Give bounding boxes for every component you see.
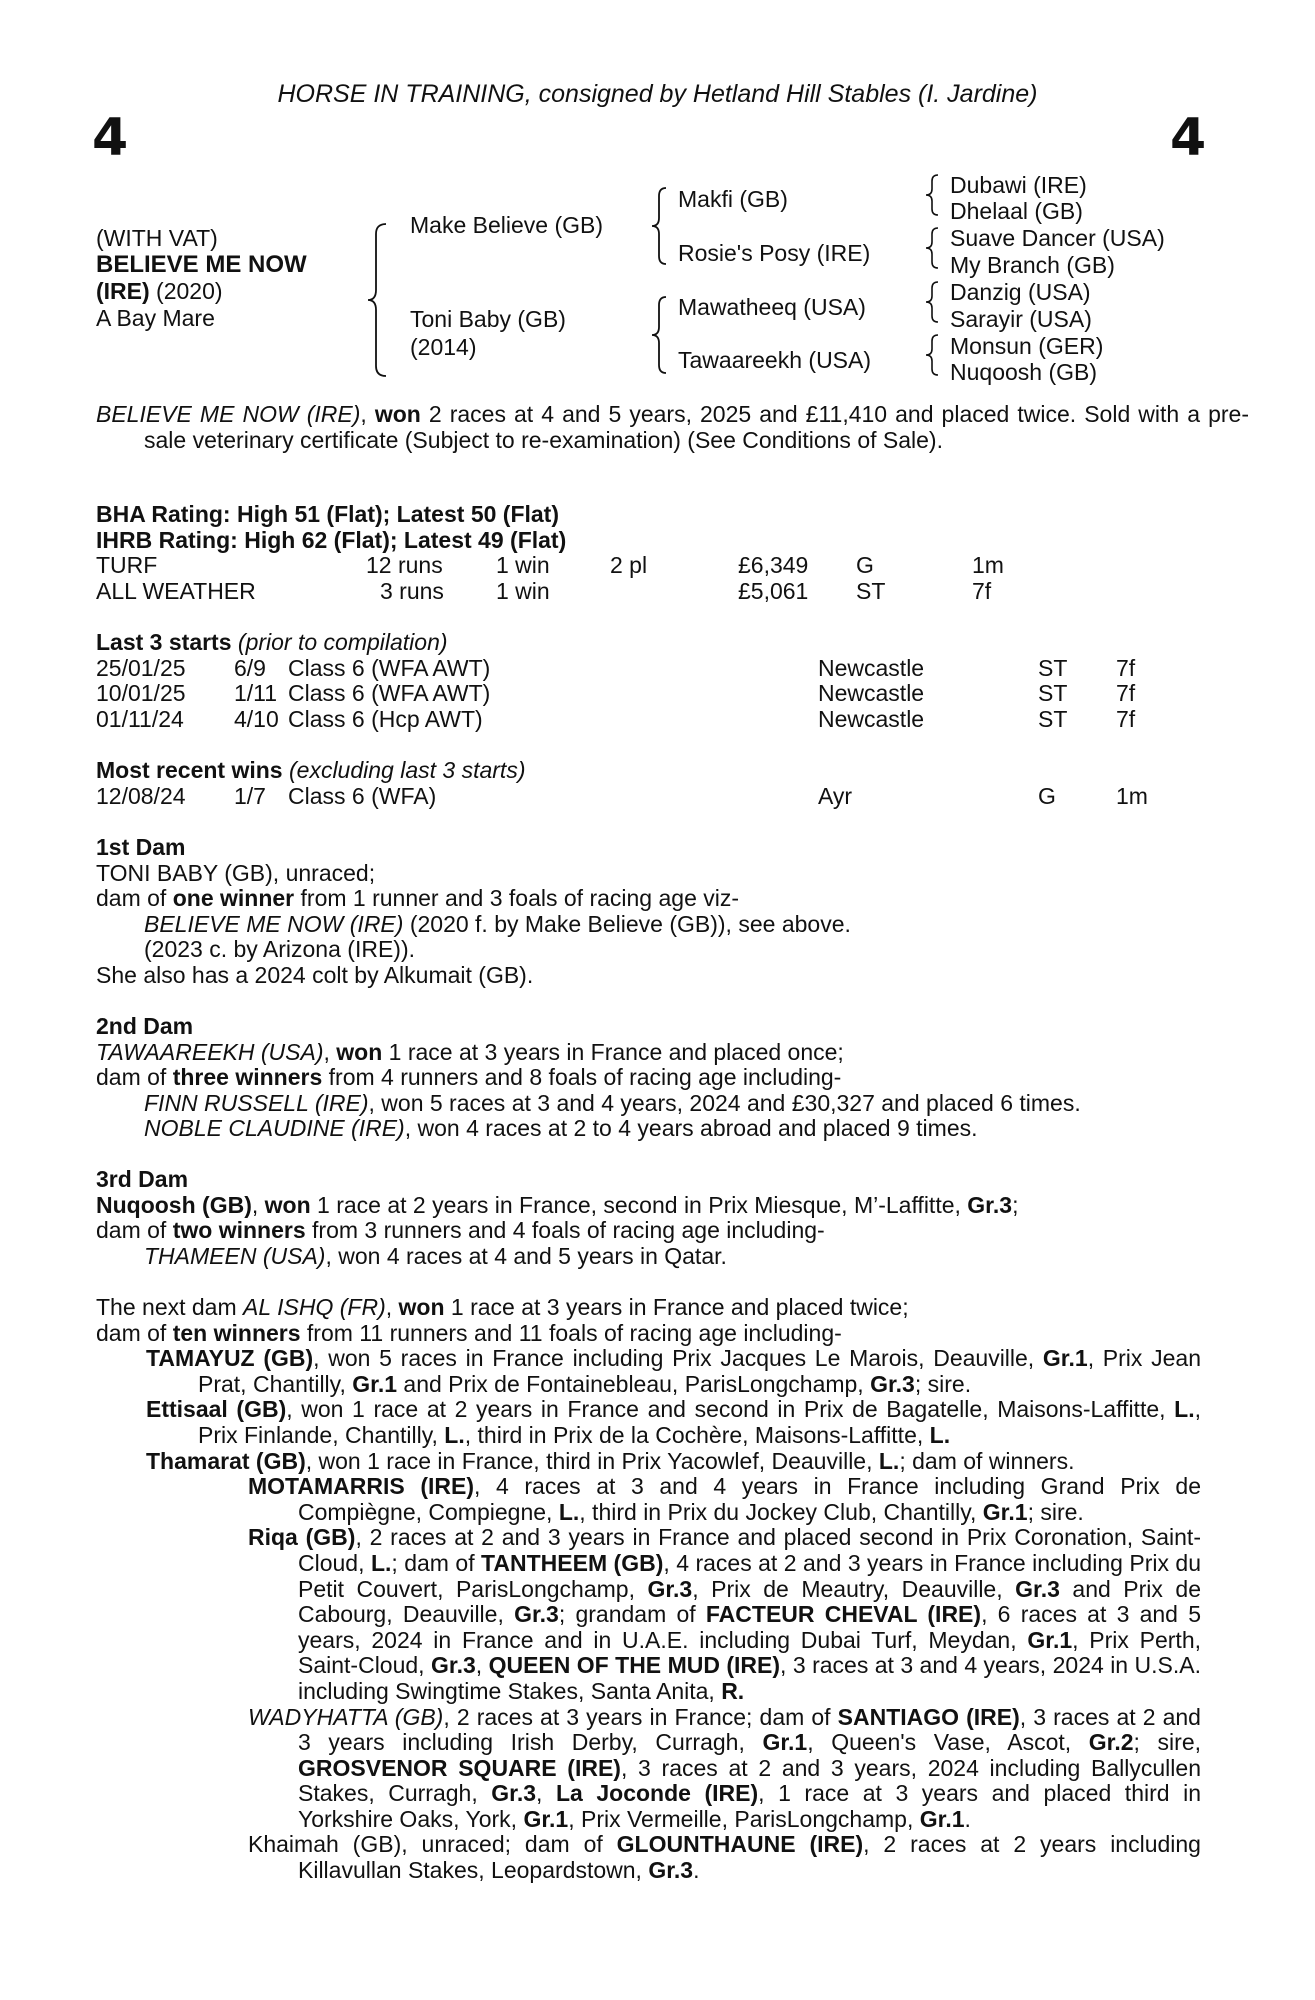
pedigree-sire: Make Believe (GB)	[410, 212, 604, 238]
pedigree-dam: Toni Baby (GB)	[410, 306, 566, 332]
last-starts-block	[96, 630, 1201, 732]
pedigree-brace-main	[366, 222, 388, 378]
third-dam-block: 3rd Dam Nuqoosh (GB), won 1 race at 2 years in France, second in Prix Miesque, M’-Laffitte, Gr.3; dam of two winners from 3 runners and 4 foals of racing age including- THAMEEN (USA), won 4 races at 4 and 5 years in Qatar.	[96, 1167, 1201, 1269]
last-start-row: 25/01/25 6/9 Class 6 (WFA AWT) Newcastle ST 7f	[96, 654, 1136, 681]
produce-thamarat: Thamarat (GB), won 1 race in France, third in Prix Yacowlef, Deauville, L.; dam of winners.	[146, 1447, 1075, 1474]
bha-rating: BHA Rating: High 51 (Flat); Latest 50 (Flat)	[96, 501, 559, 527]
ihrb-rating: IHRB Rating: High 62 (Flat); Latest 49 (Flat)	[96, 526, 567, 553]
produce-wadyhatta: WADYHATTA (GB), 2 races at 3 years in France; dam of SANTIAGO (IRE), 3 races at 2 and 3 years including Irish Derby, Curragh, Gr.1, Queen's Vase, Ascot, Gr.2; sire, GROSVENOR SQUARE (IRE), 3 races at 2 and 3 years, 2024 including Ballycullen Stakes, Curragh, Gr.3, La Joconde (IRE), 1 race at 3 years and placed third in Yorkshire Oaks, York, Gr.1, Prix Vermeille, ParisLongchamp, Gr.1.	[248, 1703, 1201, 1832]
pedigree-dam-year: (2014)	[410, 334, 477, 360]
ratings-block	[96, 502, 1201, 604]
pedigree-ggs4: My Branch (GB)	[950, 252, 1115, 278]
race-summary: BELIEVE ME NOW (IRE), won 2 races at 4 and 5 years, 2025 and £11,410 and placed twice. Sold with a pre-sale veterinary certificate (Subject to re-examination) (See Conditions of Sale).	[96, 401, 1249, 453]
produce-khaimah: Khaimah (GB), unraced; dam of GLOUNTHAUNE (IRE), 2 races at 2 years including Killavullan Stakes, Leopardstown, Gr.3.	[248, 1831, 1201, 1884]
page-header: HORSE IN TRAINING, consigned by Hetland Hill Stables (I. Jardine)	[277, 80, 1038, 108]
pedigree-gs1: Makfi (GB)	[678, 186, 788, 212]
horse-description: A Bay Mare	[96, 305, 215, 331]
lot-number-left: 4	[92, 108, 129, 168]
last-starts-heading: Last 3 starts (prior to compilation)	[96, 629, 448, 655]
third-dam-heading: 3rd Dam	[96, 1166, 189, 1192]
recent-wins-block	[96, 758, 1201, 809]
lot-number-right: 4	[1170, 108, 1207, 168]
ratings-row-all-weather: ALL WEATHER 3 runs 1 win £5,061 ST 7f	[96, 577, 992, 604]
last-start-row: 10/01/25 1/11 Class 6 (WFA AWT) Newcastle ST 7f	[96, 680, 1136, 707]
pedigree-ggs1: Dubawi (IRE)	[950, 172, 1087, 198]
produce-ettisaal: Ettisaal (GB), won 1 race at 2 years in France and second in Prix de Bagatelle, Maisons-Laffitte, L., Prix Finlande, Chantilly, L., third in Prix de la Cochère, Maisons-Laffitte, L.	[146, 1396, 1201, 1448]
pedigree-ggs3: Suave Dancer (USA)	[950, 225, 1165, 251]
pedigree-ggs5: Danzig (USA)	[950, 279, 1091, 305]
horse-name-suffix: (IRE) (2020)	[96, 278, 223, 304]
pedigree-gs4: Tawaareekh (USA)	[678, 347, 872, 373]
pedigree-gs2: Rosie's Posy (IRE)	[678, 240, 871, 266]
recent-wins-heading: Most recent wins (excluding last 3 starts)	[96, 757, 526, 783]
produce-tamayuz: TAMAYUZ (GB), won 5 races in France including Prix Jacques Le Marois, Deauville, Gr.1, Prix Jean Prat, Chantilly, Gr.1 and Prix de Fontainebleau, ParisLongchamp, Gr.3; sire.	[146, 1345, 1201, 1397]
pedigree-ggs8: Nuqoosh (GB)	[950, 359, 1098, 385]
pedigree-brace-dam	[650, 295, 668, 375]
horse-name: BELIEVE ME NOW	[96, 251, 307, 278]
next-dam-block: The next dam AL ISHQ (FR), won 1 race at 3 years in France and placed twice; dam of ten winners from 11 runners and 11 foals of racing age including- TAMAYUZ (GB), won 5 races in France including Prix Jacques Le Marois, Deauville, Gr.1, Prix Jean Prat, Chantilly, Gr.1 and Prix de Fontainebleau, ParisLongchamp, Gr.3; sire. Ettisaal (GB), won 1 race at 2 years in France and second in Prix de Bagatelle, Maisons-Laffitte, L., Prix Finlande, Chantilly, L., third in Prix de la Cochère, Maisons-Laffitte, L. Thamarat (GB), won 1 race in France, third in Prix Yacowlef, Deauville, L.; dam of winners. MOTAMARRIS (IRE), 4 races at 3 and 4 years in France including Grand Prix de Compiègne, Compiegne, L., third in Prix du Jockey Club, Chantilly, Gr.1; sire. Riqa (GB), 2 races at 2 and 3 years in France and placed second in Prix Coronation, Saint-Cloud, L.; dam of TANTHEEM (GB), 4 races at 2 and 3 years in France including Prix du Petit Couvert, ParisLongchamp, Gr.3, Prix de Meautry, Deauville, Gr.3 and Prix de Cabourg, Deauville, Gr.3; grandam of FACTEUR CHEVAL (IRE), 6 races at 3 and 5 years, 2024 in France and in U.A.E. including Dubai Turf, Meydan, Gr.1, Prix Perth, Saint-Cloud, Gr.3, QUEEN OF THE MUD (IRE), 3 races at 3 and 4 years, 2024 in U.S.A. including Swingtime Stakes, Santa Anita, R. WADYHATTA (GB), 2 races at 3 years in France; dam of SANTIAGO (IRE), 3 races at 2 and 3 years including Irish Derby, Curragh, Gr.1, Queen's Vase, Ascot, Gr.2; sire, GROSVENOR SQUARE (IRE), 3 races at 2 and 3 years, 2024 including Ballycullen Stakes, Curragh, Gr.3, La Joconde (IRE), 1 race at 3 years and placed third in Yorkshire Oaks, York, Gr.1, Prix Vermeille, ParisLongchamp, Gr.1. Khaimah (GB), unraced; dam of GLOUNTHAUNE (IRE), 2 races at 2 years including Killavullan Stakes, Leopardstown, Gr.3.	[96, 1294, 1202, 1884]
produce-motamarris: MOTAMARRIS (IRE), 4 races at 3 and 4 years in France including Grand Prix de Compiègne, Compiegne, L., third in Prix du Jockey Club, Chantilly, Gr.1; sire.	[248, 1473, 1201, 1525]
recent-win-row: 12/08/24 1/7 Class 6 (WFA) Ayr G 1m	[96, 782, 1148, 809]
second-dam-block: 2nd Dam TAWAAREEKH (USA), won 1 race at 3 years in France and placed once; dam of three winners from 4 runners and 8 foals of racing age including- FINN RUSSELL (IRE), won 5 races at 3 and 4 years, 2024 and £30,327 and placed 6 times. NOBLE CLAUDINE (IRE), won 4 races at 2 to 4 years abroad and placed 9 times.	[96, 1014, 1201, 1142]
produce-riqa: Riqa (GB), 2 races at 2 and 3 years in France and placed second in Prix Coronation, Saint-Cloud, L.; dam of TANTHEEM (GB), 4 races at 2 and 3 years in France including Prix du Petit Couvert, ParisLongchamp, Gr.3, Prix de Meautry, Deauville, Gr.3 and Prix de Cabourg, Deauville, Gr.3; grandam of FACTEUR CHEVAL (IRE), 6 races at 3 and 5 years, 2024 in France and in U.A.E. including Dubai Turf, Meydan, Gr.1, Prix Perth, Saint-Cloud, Gr.3, QUEEN OF THE MUD (IRE), 3 races at 3 and 4 years, 2024 in U.S.A. including Swingtime Stakes, Santa Anita, R.	[248, 1524, 1202, 1704]
ratings-row-turf: TURF 12 runs 1 win 2 pl £6,349 G 1m	[96, 552, 1004, 579]
pedigree-brace-ggs2	[924, 226, 940, 270]
first-dam-heading: 1st Dam	[96, 834, 186, 860]
pedigree-brace-sire	[650, 186, 668, 266]
pedigree-ggs7: Monsun (GER)	[950, 333, 1104, 359]
pedigree-brace-ggs1	[924, 173, 940, 217]
last-start-row: 01/11/24 4/10 Class 6 (Hcp AWT) Newcastle ST 7f	[96, 705, 1136, 732]
first-dam-block: 1st Dam TONI BABY (GB), unraced; dam of one winner from 1 runner and 3 foals of racing age viz- BELIEVE ME NOW (IRE) (2020 f. by Make Believe (GB)), see above. (2023 c. by Arizona (IRE)). She also has a 2024 colt by Alkumait (GB).	[96, 835, 1201, 989]
pedigree-ggs6: Sarayir (USA)	[950, 306, 1092, 332]
pedigree-gs3: Mawatheeq (USA)	[678, 294, 866, 320]
pedigree-brace-ggs4	[924, 333, 940, 377]
pedigree-ggs2: Dhelaal (GB)	[950, 198, 1083, 224]
vat-label: (WITH VAT)	[96, 225, 218, 251]
pedigree-brace-ggs3	[924, 280, 940, 324]
second-dam-heading: 2nd Dam	[96, 1013, 194, 1039]
